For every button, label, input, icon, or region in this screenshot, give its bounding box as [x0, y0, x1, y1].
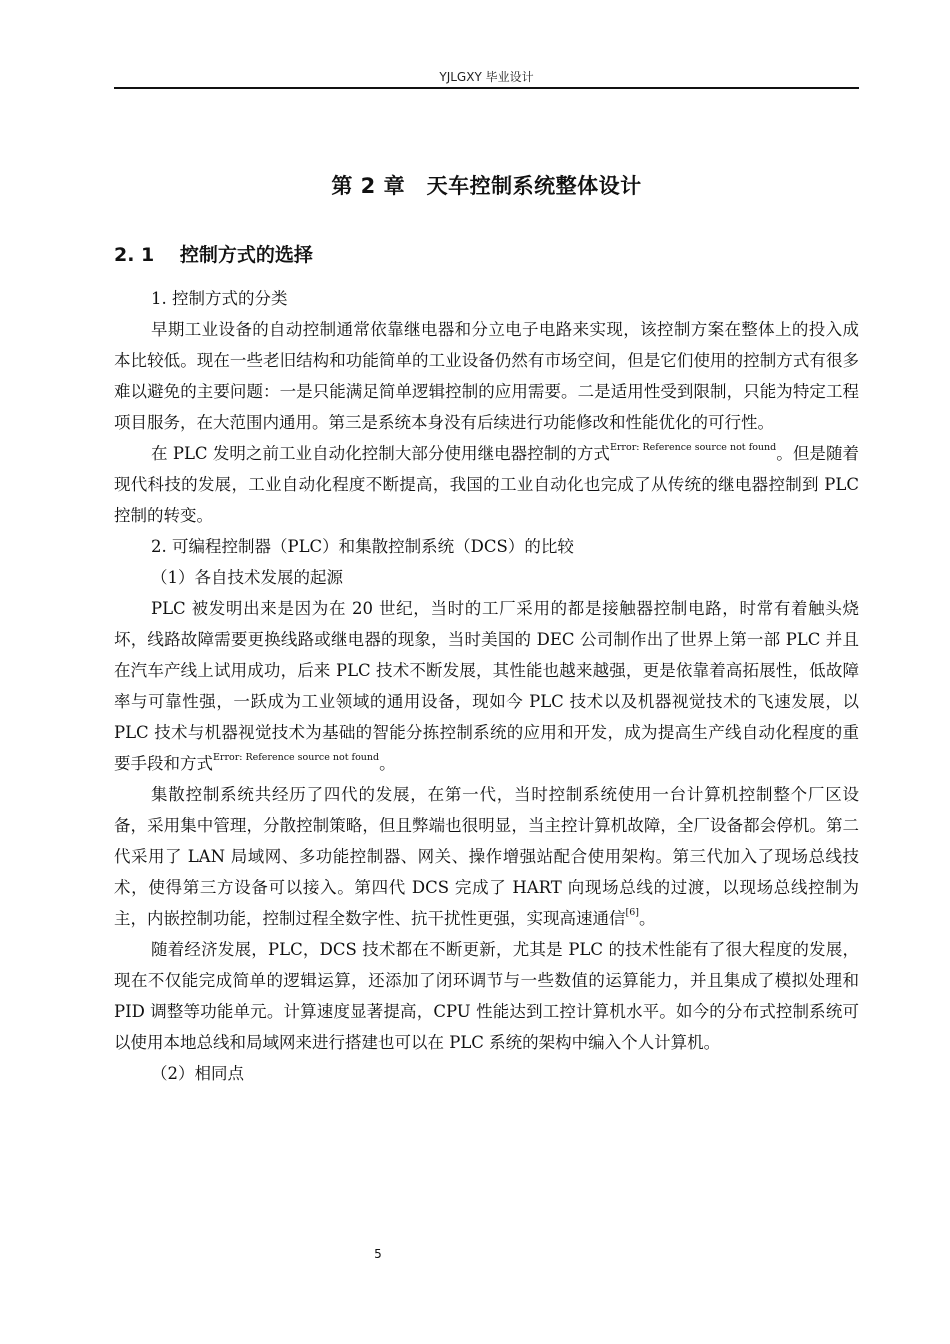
paragraph-dcs-history [114, 779, 859, 934]
document-body [114, 283, 859, 1089]
paragraph-text: PLC 被发明出来是因为在 20 世纪，当时的工厂采用的都是接触器控制电路，时常有着触头烧坏，线路故障需要更换线路或继电器的现象，当时美国的 DEC 公司制作出了世界上第一部 PLC 并且在汽车产线上试用成功，后来 PLC 技术不断发展，其性能也越来越强，更是依靠着高拓展性，低故障率与可靠性强，一跃成为工业领域的通用设备，现如今 PLC 技术以及机器视觉技术的飞速发展，以 PLC 技术与机器视觉技术为基础的智能分拣控制系统的应用和开发，成为提高生产线自动化程度的重要手段和方式 [114, 599, 859, 773]
paragraph-text: 。 [638, 909, 656, 928]
paragraph-development: 随着经济发展，PLC，DCS 技术都在不断更新，尤其是 PLC 的技术性能有了很大程度的发展，现在不仅能完成简单的逻辑运算，还添加了闭环调节与一些数值的运算能力，并且集成了模拟处理和 PID 调整等功能单元。计算速度显著提高，CPU 性能达到工控计算机水平。如今的分布式控制系统可以使用本地总线和局域网来进行搭建也可以在 PLC 系统的架构中编入个人计算机。 [114, 940, 859, 1052]
paragraph-early-control: 早期工业设备的自动控制通常依靠继电器和分立电子电路来实现，该控制方案在整体上的投入成本比较低。现在一些老旧结构和功能简单的工业设备仍然有市场空间，但是它们使用的控制方式有很多难以避免的主要问题：一是只能满足简单逻辑控制的应用需要。二是适用性受到限制，只能为特定工程项目服务，在大范围内通用。第三是系统本身没有后续进行功能修改和性能优化的可行性。 [114, 320, 859, 432]
page-header: YJLGXY 毕业设计 [439, 70, 534, 84]
chapter-title: 第 2 章 天车控制系统整体设计 [331, 174, 642, 198]
section-title: 2. 1 控制方式的选择 [114, 244, 313, 266]
page-number: 5 [374, 1247, 382, 1261]
paragraph-text: 。 [379, 754, 396, 773]
subheading-plc-dcs-compare: 2. 可编程控制器（PLC）和集散控制系统（DCS）的比较 [151, 537, 574, 556]
paragraph-text: 。但是随着现代科技的发展，工业自动化程度不断提高，我国的工业自动化也完成了从传统的继电器控制到 PLC 控制的转变。 [114, 444, 859, 525]
subheading-classification: 1. 控制方式的分类 [151, 289, 288, 308]
paragraph-before-plc [114, 438, 859, 531]
header-rule [114, 87, 859, 89]
paragraph-text: 在 PLC 发明之前工业自动化控制大部分使用继电器控制的方式 [151, 444, 610, 463]
subheading-similarities: （2）相同点 [151, 1064, 244, 1083]
paragraph-plc-history [114, 593, 859, 779]
subheading-origins: （1）各自技术发展的起源 [151, 568, 343, 587]
paragraph-text: 集散控制系统共经历了四代的发展，在第一代，当时控制系统使用一台计算机控制整个厂区设备，采用集中管理，分散控制策略，但且弊端也很明显，当主控计算机故障，全厂设备都会停机。第二代采用了 LAN 局域网、多功能控制器、网关、操作增强站配合使用架构。第三代加入了现场总线技术，使得第三方设备可以接入。第四代 DCS 完成了 HART 向现场总线的过渡，以现场总线控制为主，内嵌控制功能，控制过程全数字性、抗干扰性更强，实现高速通信 [114, 785, 859, 928]
reference-error: Error: Reference source not found [213, 752, 380, 763]
citation-6: [6] [625, 907, 639, 918]
reference-error: Error: Reference source not found [609, 442, 777, 453]
